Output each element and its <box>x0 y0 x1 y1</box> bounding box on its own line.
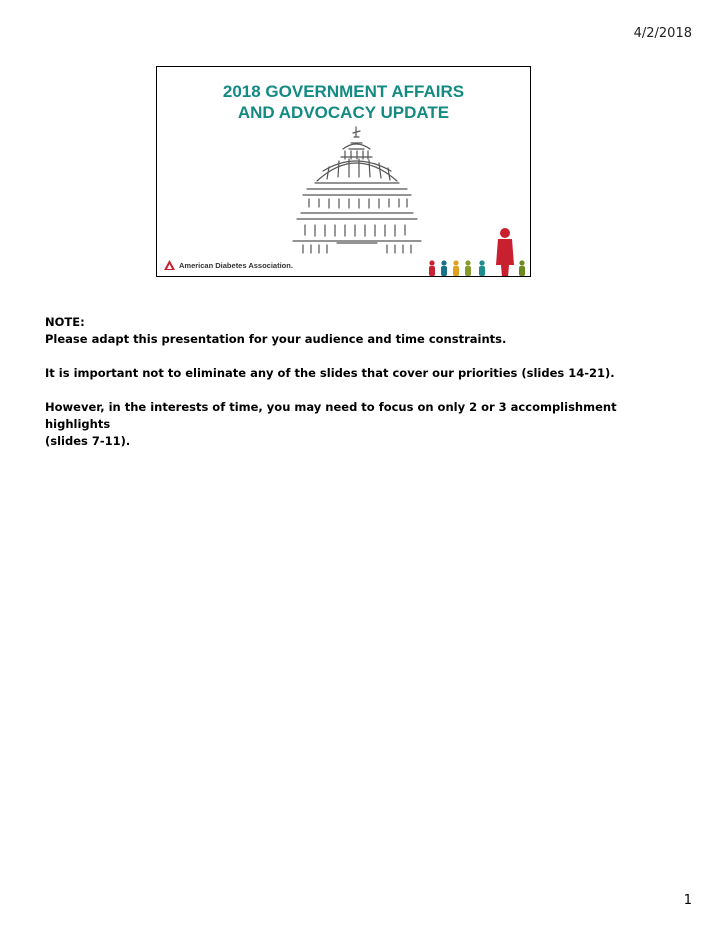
ada-logo-mark-icon <box>164 260 175 270</box>
notes-line-1: Please adapt this presentation for your audience and time constraints. <box>45 332 507 346</box>
people-figures-graphic <box>425 225 530 277</box>
ada-logo-text: American Diabetes Association. <box>179 260 293 270</box>
page-number: 1 <box>683 893 692 908</box>
ada-logo <box>164 260 293 270</box>
notes-line-3b: (slides 7-11). <box>45 434 131 448</box>
notes-line-3a: However, in the interests of time, you may need to focus on only 2 or 3 accomplishment highlights <box>45 400 617 431</box>
slide-thumbnail <box>156 66 531 277</box>
notes-line-2: It is important not to eliminate any of the slides that cover our priorities (slides 14-21). <box>45 366 615 380</box>
notes-heading: NOTE: <box>45 315 85 329</box>
speaker-notes <box>45 314 685 450</box>
slide-title-line-2: AND ADVOCACY UPDATE <box>237 103 450 122</box>
page-date: 4/2/2018 <box>633 26 692 41</box>
slide-title-line-1: 2018 GOVERNMENT AFFAIRS <box>222 82 465 101</box>
